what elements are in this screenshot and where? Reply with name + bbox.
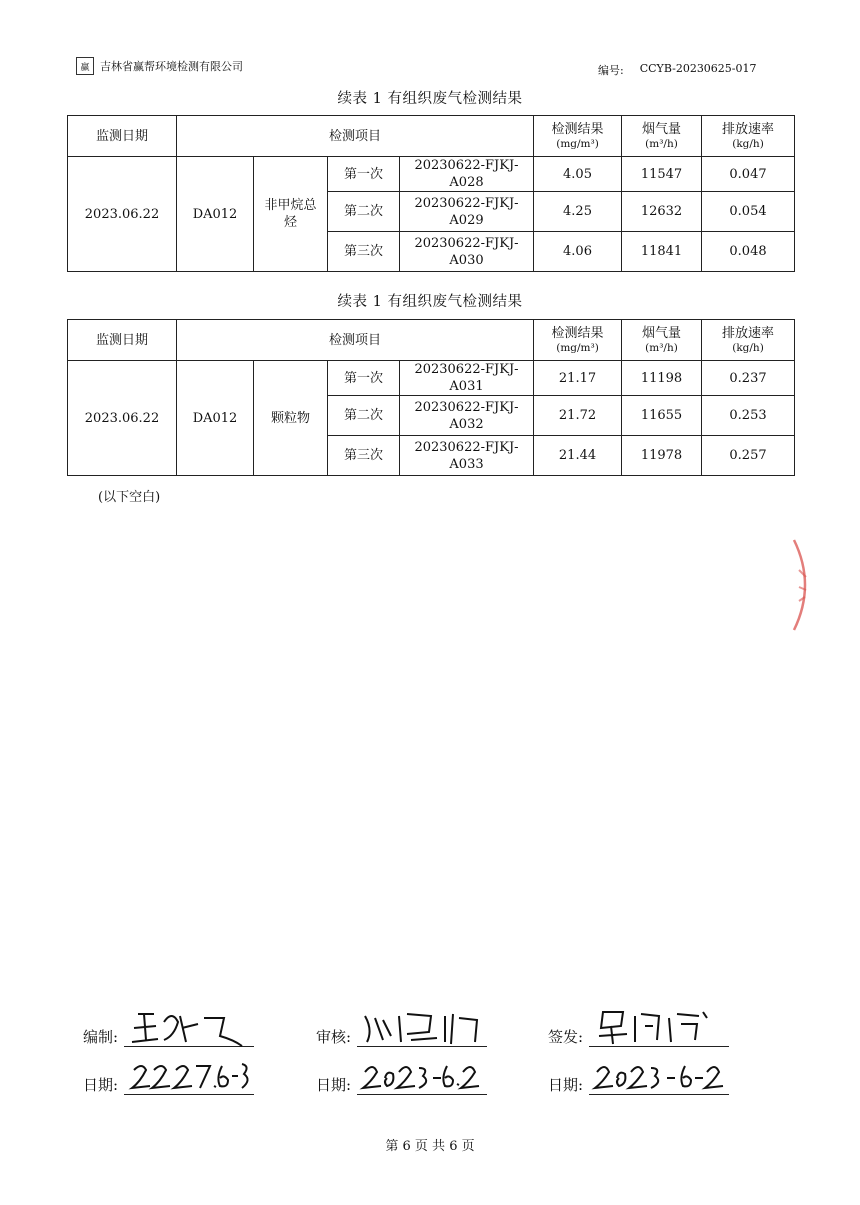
table-header-row — [68, 320, 795, 361]
reviewed-label: 审核: — [316, 1028, 352, 1046]
cell-result: 4.25 — [534, 192, 622, 232]
cell-sample: 20230622-FJKJ-A033 — [400, 436, 534, 476]
cell-outlet: DA012 — [177, 157, 254, 272]
company-logo: 赢 — [76, 57, 94, 75]
company-name: 吉林省赢帮环境检测有限公司 — [100, 60, 243, 73]
cell-rate: 0.253 — [702, 396, 795, 436]
table-header-row — [68, 116, 795, 157]
issued-date — [589, 1060, 729, 1095]
results-table — [67, 319, 795, 476]
prepared-date-ink — [124, 1054, 254, 1096]
prepared-signature-row — [83, 1012, 254, 1047]
cell-flow: 11978 — [622, 436, 702, 476]
issued-signature-ink — [589, 1006, 729, 1048]
document-number — [598, 62, 757, 78]
reviewed-signature-ink — [357, 1006, 487, 1048]
cell-result: 21.17 — [534, 361, 622, 396]
cell-flow: 12632 — [622, 192, 702, 232]
red-stamp-partial — [790, 535, 820, 635]
reviewed-signature-row — [316, 1012, 487, 1047]
cell-sample: 20230622-FJKJ-A029 — [400, 192, 534, 232]
header-rate: 排放速率 (kg/h) — [702, 116, 795, 157]
table-row — [68, 157, 795, 192]
header-flow: 烟气量 (m³/h) — [622, 320, 702, 361]
prepared-date-label: 日期: — [83, 1076, 119, 1094]
header-flow: 烟气量 (m³/h) — [622, 116, 702, 157]
prepared-signature — [124, 1012, 254, 1047]
issued-signature-row — [548, 1012, 729, 1047]
cell-pollutant: 颗粒物 — [254, 361, 328, 476]
cell-pollutant: 非甲烷总烃 — [254, 157, 328, 272]
cell-rate: 0.257 — [702, 436, 795, 476]
results-table — [67, 115, 795, 272]
cell-flow: 11841 — [622, 232, 702, 272]
cell-result: 4.05 — [534, 157, 622, 192]
cell-outlet: DA012 — [177, 361, 254, 476]
cell-result: 21.72 — [534, 396, 622, 436]
cell-run: 第一次 — [328, 361, 400, 396]
header-rate: 排放速率 (kg/h) — [702, 320, 795, 361]
header-item: 检测项目 — [177, 116, 534, 157]
cell-flow: 11547 — [622, 157, 702, 192]
table-title: 续表 1 有组织废气检测结果 — [337, 294, 523, 310]
issued-date-ink — [589, 1054, 729, 1096]
issued-date-label: 日期: — [548, 1076, 584, 1094]
cell-sample: 20230622-FJKJ-A030 — [400, 232, 534, 272]
blank-note: (以下空白) — [98, 490, 161, 505]
reviewed-date — [357, 1060, 487, 1095]
doc-no-label: 编号: — [598, 64, 624, 77]
header-date: 监测日期 — [68, 116, 177, 157]
prepared-label: 编制: — [83, 1028, 119, 1046]
cell-sample: 20230622-FJKJ-A028 — [400, 157, 534, 192]
header-result: 检测结果 (mg/m³) — [534, 320, 622, 361]
cell-rate: 0.048 — [702, 232, 795, 272]
header-item: 检测项目 — [177, 320, 534, 361]
cell-sample: 20230622-FJKJ-A031 — [400, 361, 534, 396]
cell-date: 2023.06.22 — [68, 157, 177, 272]
header-date: 监测日期 — [68, 320, 177, 361]
reviewed-date-ink — [357, 1054, 487, 1096]
prepared-date — [124, 1060, 254, 1095]
page-footer: 第 6 页 共 6 页 — [385, 1139, 475, 1154]
cell-result: 21.44 — [534, 436, 622, 476]
cell-rate: 0.054 — [702, 192, 795, 232]
prepared-date-row — [83, 1060, 254, 1095]
cell-result: 4.06 — [534, 232, 622, 272]
cell-run: 第二次 — [328, 396, 400, 436]
reviewed-date-row — [316, 1060, 487, 1095]
cell-sample: 20230622-FJKJ-A032 — [400, 396, 534, 436]
company-header — [76, 57, 243, 75]
reviewed-signature — [357, 1012, 487, 1047]
cell-run: 第二次 — [328, 192, 400, 232]
prepared-signature-ink — [124, 1006, 254, 1048]
cell-date: 2023.06.22 — [68, 361, 177, 476]
header-result: 检测结果 (mg/m³) — [534, 116, 622, 157]
cell-flow: 11198 — [622, 361, 702, 396]
cell-run: 第一次 — [328, 157, 400, 192]
issued-date-row — [548, 1060, 729, 1095]
cell-rate: 0.047 — [702, 157, 795, 192]
cell-rate: 0.237 — [702, 361, 795, 396]
reviewed-date-label: 日期: — [316, 1076, 352, 1094]
cell-run: 第三次 — [328, 232, 400, 272]
issued-label: 签发: — [548, 1028, 584, 1046]
cell-flow: 11655 — [622, 396, 702, 436]
doc-no-value: CCYB-20230625-017 — [639, 62, 757, 75]
table-title: 续表 1 有组织废气检测结果 — [337, 91, 523, 107]
cell-run: 第三次 — [328, 436, 400, 476]
table-row — [68, 361, 795, 396]
issued-signature — [589, 1012, 729, 1047]
